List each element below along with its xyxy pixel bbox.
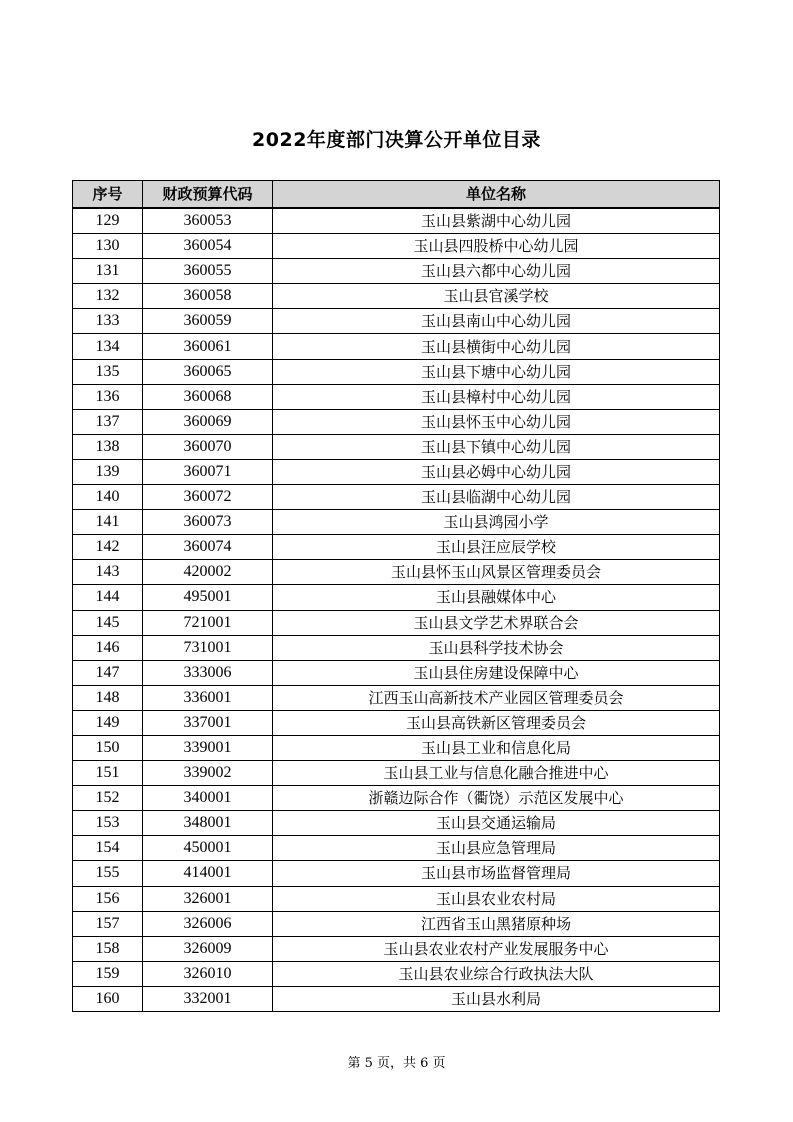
table-row bbox=[73, 208, 720, 234]
cell-budget-code: 360054 bbox=[143, 234, 273, 259]
cell-unit-name: 玉山县市场监督管理局 bbox=[273, 861, 720, 886]
cell-serial-number: 143 bbox=[73, 560, 143, 585]
cell-serial-number: 130 bbox=[73, 234, 143, 259]
cell-budget-code: 721001 bbox=[143, 610, 273, 635]
cell-serial-number: 160 bbox=[73, 986, 143, 1011]
table-row bbox=[73, 485, 720, 510]
cell-unit-name: 玉山县汪应辰学校 bbox=[273, 535, 720, 560]
table-body bbox=[73, 208, 720, 1012]
cell-serial-number: 153 bbox=[73, 811, 143, 836]
cell-serial-number: 141 bbox=[73, 510, 143, 535]
table-row bbox=[73, 685, 720, 710]
cell-budget-code: 450001 bbox=[143, 836, 273, 861]
cell-unit-name: 玉山县鸿园小学 bbox=[273, 510, 720, 535]
table-row bbox=[73, 560, 720, 585]
header-row bbox=[73, 181, 720, 209]
cell-unit-name: 玉山县紫湖中心幼儿园 bbox=[273, 208, 720, 234]
header-serial-number: 序号 bbox=[73, 181, 143, 209]
cell-serial-number: 131 bbox=[73, 259, 143, 284]
cell-budget-code: 360068 bbox=[143, 384, 273, 409]
table-row bbox=[73, 409, 720, 434]
cell-budget-code: 495001 bbox=[143, 585, 273, 610]
table-row bbox=[73, 309, 720, 334]
table-row bbox=[73, 660, 720, 685]
table-row bbox=[73, 861, 720, 886]
table-row bbox=[73, 911, 720, 936]
cell-serial-number: 133 bbox=[73, 309, 143, 334]
cell-serial-number: 144 bbox=[73, 585, 143, 610]
table-row bbox=[73, 535, 720, 560]
header-unit-name: 单位名称 bbox=[273, 181, 720, 209]
cell-budget-code: 333006 bbox=[143, 660, 273, 685]
cell-unit-name: 玉山县农业农村产业发展服务中心 bbox=[273, 936, 720, 961]
table-row bbox=[73, 761, 720, 786]
cell-budget-code: 339001 bbox=[143, 735, 273, 760]
page-title: 2022年度部门决算公开单位目录 bbox=[252, 129, 541, 151]
cell-serial-number: 151 bbox=[73, 761, 143, 786]
cell-unit-name: 玉山县交通运输局 bbox=[273, 811, 720, 836]
cell-budget-code: 360072 bbox=[143, 485, 273, 510]
cell-budget-code: 360065 bbox=[143, 359, 273, 384]
cell-unit-name: 浙赣边际合作（衢饶）示范区发展中心 bbox=[273, 786, 720, 811]
table-row bbox=[73, 786, 720, 811]
cell-budget-code: 337001 bbox=[143, 710, 273, 735]
table-row bbox=[73, 735, 720, 760]
cell-serial-number: 140 bbox=[73, 485, 143, 510]
cell-budget-code: 360055 bbox=[143, 259, 273, 284]
cell-unit-name: 玉山县怀玉中心幼儿园 bbox=[273, 409, 720, 434]
cell-serial-number: 137 bbox=[73, 409, 143, 434]
cell-serial-number: 158 bbox=[73, 936, 143, 961]
cell-unit-name: 玉山县横街中心幼儿园 bbox=[273, 334, 720, 359]
cell-budget-code: 326001 bbox=[143, 886, 273, 911]
cell-serial-number: 134 bbox=[73, 334, 143, 359]
cell-serial-number: 149 bbox=[73, 710, 143, 735]
table-row bbox=[73, 459, 720, 484]
cell-serial-number: 146 bbox=[73, 635, 143, 660]
cell-budget-code: 360071 bbox=[143, 459, 273, 484]
table-row bbox=[73, 384, 720, 409]
table-row bbox=[73, 936, 720, 961]
table-header bbox=[73, 181, 720, 209]
cell-unit-name: 玉山县水利局 bbox=[273, 986, 720, 1011]
cell-serial-number: 150 bbox=[73, 735, 143, 760]
cell-serial-number: 142 bbox=[73, 535, 143, 560]
table-row bbox=[73, 334, 720, 359]
cell-budget-code: 360053 bbox=[143, 208, 273, 234]
table-row bbox=[73, 961, 720, 986]
cell-serial-number: 147 bbox=[73, 660, 143, 685]
cell-unit-name: 玉山县应急管理局 bbox=[273, 836, 720, 861]
cell-budget-code: 339002 bbox=[143, 761, 273, 786]
cell-serial-number: 139 bbox=[73, 459, 143, 484]
table-row bbox=[73, 510, 720, 535]
table-row bbox=[73, 811, 720, 836]
table-row bbox=[73, 886, 720, 911]
cell-unit-name: 江西省玉山黑猪原种场 bbox=[273, 911, 720, 936]
cell-unit-name: 玉山县科学技术协会 bbox=[273, 635, 720, 660]
cell-serial-number: 148 bbox=[73, 685, 143, 710]
cell-serial-number: 154 bbox=[73, 836, 143, 861]
cell-serial-number: 157 bbox=[73, 911, 143, 936]
cell-unit-name: 玉山县文学艺术界联合会 bbox=[273, 610, 720, 635]
cell-serial-number: 138 bbox=[73, 434, 143, 459]
cell-serial-number: 156 bbox=[73, 886, 143, 911]
cell-unit-name: 玉山县怀玉山风景区管理委员会 bbox=[273, 560, 720, 585]
cell-unit-name: 玉山县融媒体中心 bbox=[273, 585, 720, 610]
cell-unit-name: 玉山县住房建设保障中心 bbox=[273, 660, 720, 685]
cell-budget-code: 360061 bbox=[143, 334, 273, 359]
cell-budget-code: 360073 bbox=[143, 510, 273, 535]
table-row bbox=[73, 836, 720, 861]
cell-budget-code: 326009 bbox=[143, 936, 273, 961]
cell-budget-code: 360069 bbox=[143, 409, 273, 434]
cell-unit-name: 玉山县四股桥中心幼儿园 bbox=[273, 234, 720, 259]
cell-serial-number: 129 bbox=[73, 208, 143, 234]
cell-budget-code: 332001 bbox=[143, 986, 273, 1011]
cell-budget-code: 348001 bbox=[143, 811, 273, 836]
table-row bbox=[73, 234, 720, 259]
cell-serial-number: 136 bbox=[73, 384, 143, 409]
cell-unit-name: 玉山县高铁新区管理委员会 bbox=[273, 710, 720, 735]
table-row bbox=[73, 359, 720, 384]
table-row bbox=[73, 284, 720, 309]
cell-serial-number: 159 bbox=[73, 961, 143, 986]
cell-unit-name: 江西玉山高新技术产业园区管理委员会 bbox=[273, 685, 720, 710]
cell-budget-code: 360074 bbox=[143, 535, 273, 560]
table-row bbox=[73, 610, 720, 635]
cell-serial-number: 155 bbox=[73, 861, 143, 886]
cell-unit-name: 玉山县下塘中心幼儿园 bbox=[273, 359, 720, 384]
cell-unit-name: 玉山县临湖中心幼儿园 bbox=[273, 485, 720, 510]
cell-budget-code: 731001 bbox=[143, 635, 273, 660]
table-row bbox=[73, 434, 720, 459]
cell-unit-name: 玉山县南山中心幼儿园 bbox=[273, 309, 720, 334]
cell-serial-number: 132 bbox=[73, 284, 143, 309]
cell-budget-code: 326010 bbox=[143, 961, 273, 986]
cell-budget-code: 360059 bbox=[143, 309, 273, 334]
cell-unit-name: 玉山县樟村中心幼儿园 bbox=[273, 384, 720, 409]
cell-unit-name: 玉山县六都中心幼儿园 bbox=[273, 259, 720, 284]
unit-list-table bbox=[72, 180, 720, 1012]
cell-unit-name: 玉山县必姆中心幼儿园 bbox=[273, 459, 720, 484]
cell-unit-name: 玉山县农业综合行政执法大队 bbox=[273, 961, 720, 986]
cell-unit-name: 玉山县工业与信息化融合推进中心 bbox=[273, 761, 720, 786]
cell-budget-code: 360058 bbox=[143, 284, 273, 309]
table-row bbox=[73, 585, 720, 610]
cell-unit-name: 玉山县下镇中心幼儿园 bbox=[273, 434, 720, 459]
cell-budget-code: 326006 bbox=[143, 911, 273, 936]
cell-serial-number: 145 bbox=[73, 610, 143, 635]
table-row bbox=[73, 986, 720, 1011]
cell-unit-name: 玉山县农业农村局 bbox=[273, 886, 720, 911]
header-budget-code: 财政预算代码 bbox=[143, 181, 273, 209]
cell-serial-number: 152 bbox=[73, 786, 143, 811]
page-footer: 第 5 页，共 6 页 bbox=[347, 1056, 446, 1071]
cell-budget-code: 336001 bbox=[143, 685, 273, 710]
cell-serial-number: 135 bbox=[73, 359, 143, 384]
cell-budget-code: 340001 bbox=[143, 786, 273, 811]
table-row bbox=[73, 635, 720, 660]
cell-budget-code: 360070 bbox=[143, 434, 273, 459]
table-row bbox=[73, 259, 720, 284]
cell-unit-name: 玉山县工业和信息化局 bbox=[273, 735, 720, 760]
cell-budget-code: 420002 bbox=[143, 560, 273, 585]
cell-unit-name: 玉山县官溪学校 bbox=[273, 284, 720, 309]
table-row bbox=[73, 710, 720, 735]
cell-budget-code: 414001 bbox=[143, 861, 273, 886]
